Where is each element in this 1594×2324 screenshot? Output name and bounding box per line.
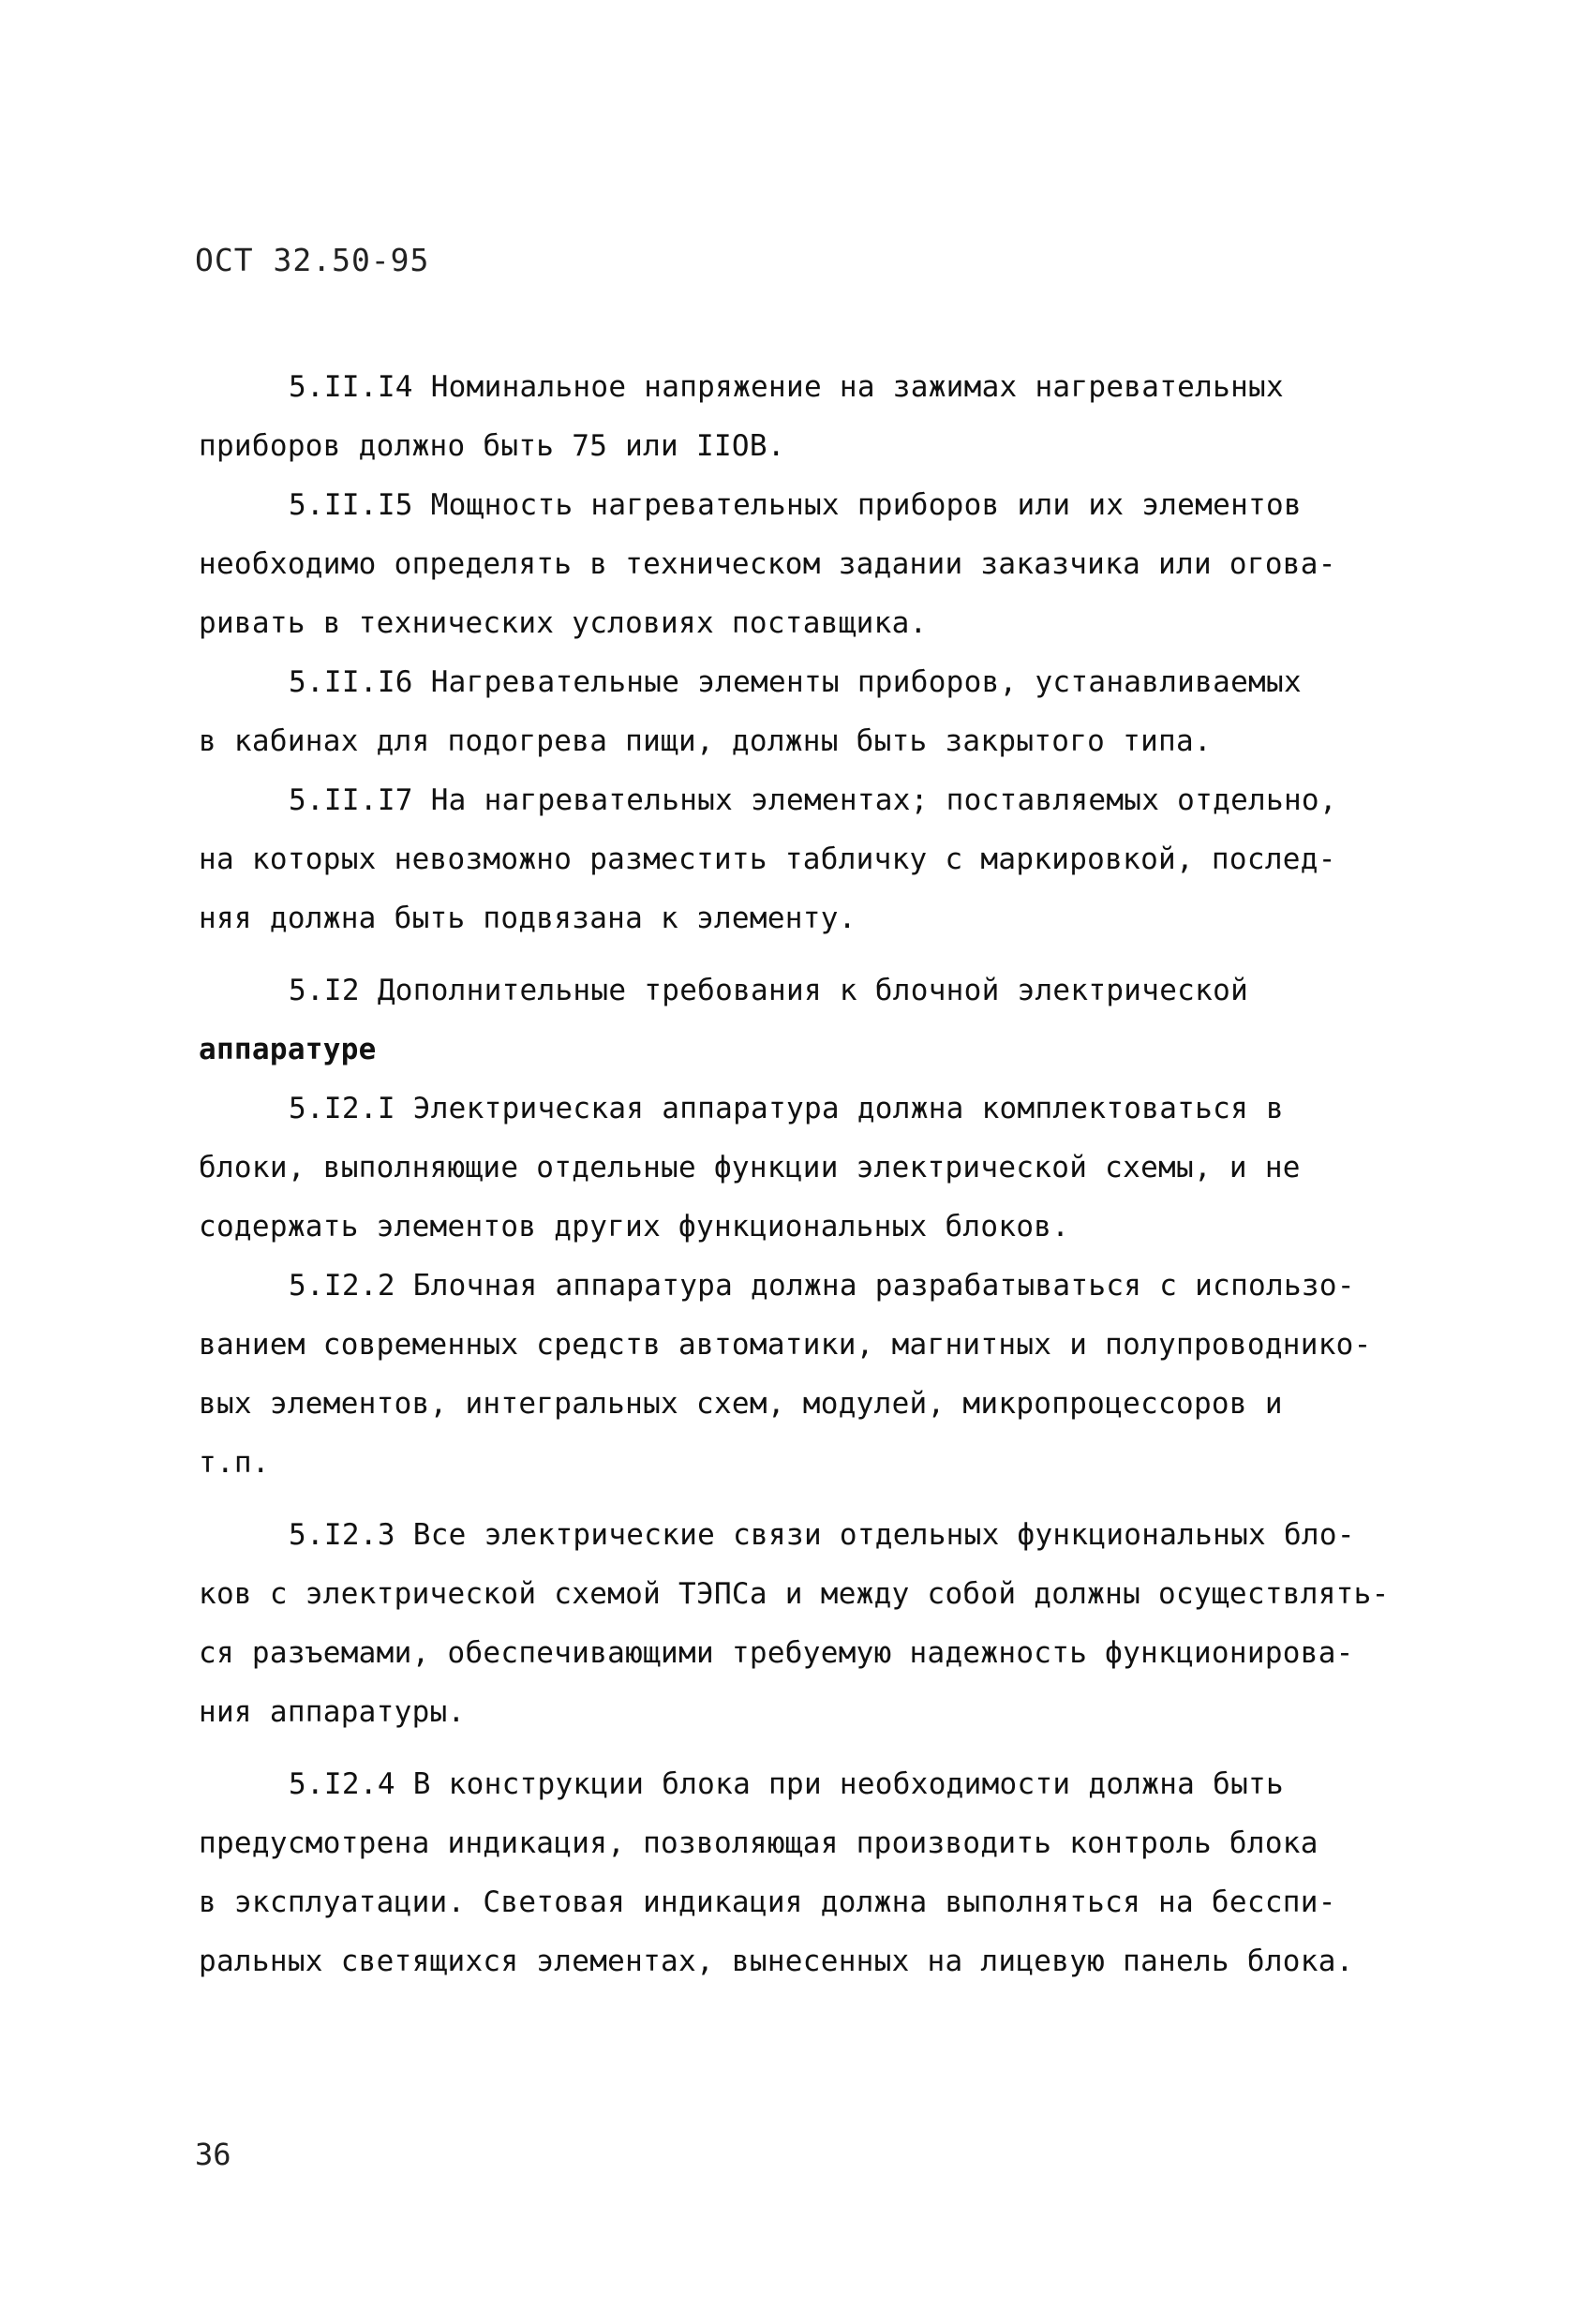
text-line: ся разъемами, обеспечивающими требуемую надежность функционирова- [199, 1636, 1354, 1670]
text-line: предусмотрена индикация, позволяющая производить контроль блока [199, 1826, 1318, 1860]
text-line: ванием современных средств автоматики, магнитных и полупроводнико- [199, 1328, 1372, 1362]
text-line: содержать элементов других функциональных блоков. [199, 1210, 1070, 1244]
paragraph-5-11-15 [199, 476, 1417, 653]
text-line: 5.II.I6 Нагревательные элементы приборов, устанавливаемых [289, 665, 1302, 699]
text-line: 5.II.I5 Мощность нагревательных приборов или их элементов [289, 488, 1302, 522]
text-line: вых элементов, интегральных схем, модулей, микропроцессоров и [199, 1387, 1283, 1421]
text-line: ков с электрической схемой ТЭПСа и между собой должны осуществлять- [199, 1577, 1390, 1611]
text-line: 5.I2.2 Блочная аппаратура должна разрабатываться с использо- [289, 1269, 1355, 1303]
text-line: 5.II.I7 На нагревательных элементах; поставляемых отдельно, [289, 783, 1337, 817]
paragraph-5-11-17 [199, 771, 1417, 948]
document-code-header: ОСТ 32.50-95 [195, 242, 430, 278]
text-line: 5.I2.3 Все электрические связи отдельных функциональных бло- [289, 1518, 1355, 1552]
paragraph-5-12-4 [199, 1755, 1417, 1991]
text-line: в кабинах для подогрева пищи, должны быть закрытого типа. [199, 724, 1212, 758]
text-line: ральных светящихся элементах, вынесенных на лицевую панель блока. [199, 1944, 1354, 1978]
text-line: на которых невозможно разместить табличку с маркировкой, послед- [199, 842, 1336, 876]
text-line: 5.II.I4 Номинальное напряжение на зажимах нагревательных [289, 370, 1284, 404]
text-line: няя должна быть подвязана к элементу. [199, 901, 857, 935]
paragraph-5-11-14 [199, 358, 1417, 476]
document-body [199, 358, 1417, 1991]
section-heading-5-12 [199, 961, 1417, 1080]
paragraph-5-12-3 [199, 1506, 1417, 1742]
text-line: ния аппаратуры. [199, 1695, 466, 1729]
text-line: 5.I2.4 В конструкции блока при необходимости должна быть [289, 1767, 1284, 1801]
text-line: ривать в технических условиях поставщика. [199, 606, 928, 640]
paragraph-5-12-1 [199, 1080, 1417, 1257]
text-line: блоки, выполняющие отдельные функции электрической схемы, и не [199, 1151, 1301, 1184]
text-line: 5.I2 Дополнительные требования к блочной электрической [289, 974, 1249, 1007]
text-line: 5.I2.I Электрическая аппаратура должна комплектоваться в [289, 1092, 1284, 1125]
page-number: 36 [195, 2137, 231, 2172]
text-line: необходимо определять в техническом задании заказчика или огова- [199, 547, 1336, 581]
paragraph-5-12-2 [199, 1257, 1417, 1493]
text-line: в эксплуатации. Световая индикация должна выполняться на бесспи- [199, 1885, 1336, 1919]
text-line: аппаратуре [199, 1033, 377, 1066]
text-line: т.п. [199, 1446, 270, 1480]
paragraph-5-11-16 [199, 653, 1417, 771]
text-line: приборов должно быть 75 или IIОВ. [199, 429, 785, 463]
